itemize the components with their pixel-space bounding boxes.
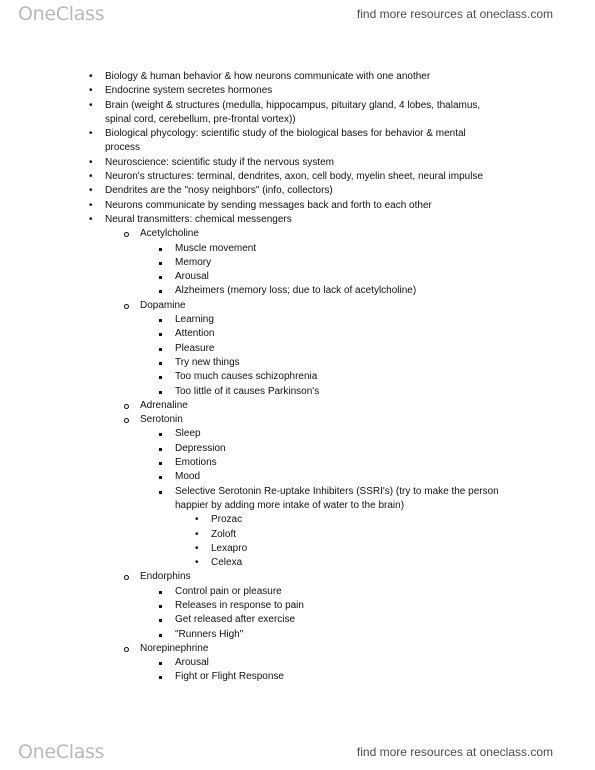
oneclass-logo[interactable]: OneClass (18, 3, 105, 25)
list-item: • Lexapro (0, 542, 595, 556)
list-item: Depression (0, 442, 595, 456)
list-item: Get released after exercise (0, 613, 595, 627)
list-item: Arousal (0, 656, 595, 670)
list-item: Sleep (0, 427, 595, 441)
list-item: Arousal (0, 270, 595, 284)
list-item: • Celexa (0, 556, 595, 570)
list-item: Too much causes schizophrenia (0, 370, 595, 384)
list-item: • Brain (weight & structures (medulla, hippocampus, pituitary gland, 4 lobes, thalamus, spinal cord, cerebellum, pre-frontal vortex)) (0, 99, 595, 128)
list-item: • Biology & human behavior & how neurons communicate with one another (0, 70, 595, 84)
list-item: Too little of it causes Parkinson's (0, 385, 595, 399)
list-item: • Dendrites are the "nosy neighbors" (info, collectors) (0, 184, 595, 198)
oneclass-logo[interactable]: OneClass (18, 741, 105, 763)
lecture-notes (0, 70, 595, 685)
list-item: Pleasure (0, 342, 595, 356)
page-header (0, 0, 595, 30)
list-item: Learning (0, 313, 595, 327)
list-item: • Neuroscience: scientific study if the nervous system (0, 156, 595, 170)
list-item: Attention (0, 327, 595, 341)
list-item: • Neurons communicate by sending messages back and forth to each other (0, 199, 595, 213)
list-item: • Neuron's structures: terminal, dendrites, axon, cell body, myelin sheet, neural impulse (0, 170, 595, 184)
list-item: Fight or Flight Response (0, 670, 595, 684)
subheading-dopamine: Dopamine (0, 299, 595, 313)
list-item: Alzheimers (memory loss; due to lack of acetylcholine) (0, 284, 595, 298)
list-item: Releases in response to pain (0, 599, 595, 613)
subheading-norepinephrine: Norepinephrine (0, 642, 595, 656)
list-item: Emotions (0, 456, 595, 470)
list-item: Mood (0, 470, 595, 484)
list-item: Try new things (0, 356, 595, 370)
list-item: Muscle movement (0, 242, 595, 256)
notes-list (0, 70, 595, 685)
subheading-endorphins: Endorphins (0, 570, 595, 584)
list-item: • Zoloft (0, 528, 595, 542)
list-item: Control pain or pleasure (0, 585, 595, 599)
list-item: "Runners High" (0, 628, 595, 642)
list-item: Selective Serotonin Re-uptake Inhibiters (SSRI's) (try to make the person happier by adding more intake of water to the brain) (0, 485, 595, 514)
list-item: • Neural transmitters: chemical messengers (0, 213, 595, 227)
resources-link[interactable]: find more resources at oneclass.com (356, 745, 553, 759)
resources-link[interactable]: find more resources at oneclass.com (356, 7, 553, 21)
subheading-acetylcholine: Acetylcholine (0, 227, 595, 241)
page-footer (0, 738, 595, 768)
list-item: Memory (0, 256, 595, 270)
list-item: • Prozac (0, 513, 595, 527)
subheading-adrenaline: Adrenaline (0, 399, 595, 413)
list-item: • Biological phycology: scientific study of the biological bases for behavior & mental process (0, 127, 595, 156)
subheading-serotonin: Serotonin (0, 413, 595, 427)
list-item: • Endocrine system secretes hormones (0, 84, 595, 98)
